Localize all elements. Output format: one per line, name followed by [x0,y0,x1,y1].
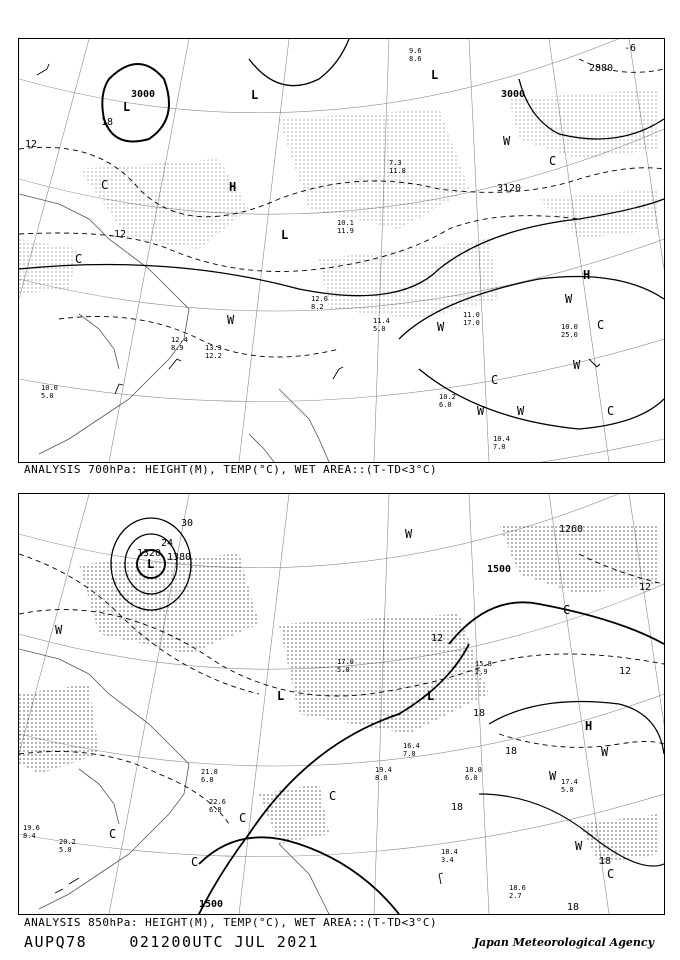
cold-label: C [597,318,605,332]
warm-label: W [437,320,445,334]
svg-text:10.1: 10.1 [337,219,354,227]
svg-text:6.8: 6.8 [209,806,222,814]
svg-text:10.2: 10.2 [439,393,456,401]
station-obs [337,219,354,235]
cold-label: C [191,855,199,869]
cold-label: C [101,178,109,192]
svg-text:10.4: 10.4 [493,435,510,443]
svg-text:11.0: 11.0 [463,311,480,319]
warm-label: W [477,404,485,418]
warm-label: W [549,769,557,783]
svg-text:11.8: 11.8 [389,167,406,175]
temp-label: 24 [161,538,174,549]
map-850hpa-svg [19,494,664,914]
svg-text:19.6: 19.6 [23,824,40,832]
station-obs [441,848,458,864]
svg-text:8.6: 8.6 [409,55,422,63]
chart-code: AUPQ78 [24,933,88,951]
svg-text:12.0: 12.0 [311,295,328,303]
svg-text:6.8: 6.8 [201,776,214,784]
temp-label: 12 [619,666,632,677]
svg-text:11.4: 11.4 [373,317,390,325]
temp-label: 12 [114,229,127,240]
svg-text:13.3: 13.3 [205,344,222,352]
low-center-label: L [431,68,439,82]
cold-label: C [607,404,615,418]
wet-areas [19,524,659,864]
cold-label: C [549,154,557,168]
svg-text:3.4: 3.4 [441,856,454,864]
cold-label: C [75,252,83,266]
temp-label: 18 [567,902,580,913]
temp-label: 12 [639,582,652,593]
temp-label: 12 [25,139,38,150]
temp-label: 18 [505,746,518,757]
station-obs [493,435,510,451]
svg-text:7.0: 7.0 [403,750,416,758]
svg-text:11.9: 11.9 [337,227,354,235]
warm-label: W [503,134,511,148]
warm-label: W [573,358,581,372]
low-center-label: L [123,100,131,114]
height-label: 1380 [167,552,192,563]
station-obs-group [41,47,578,451]
svg-text:17.0: 17.0 [337,658,354,666]
height-label: 2880 [589,63,614,74]
station-obs [373,317,390,333]
map-700hpa-svg [19,39,664,462]
station-obs [209,798,226,814]
station-obs [561,778,578,794]
svg-text:17.4: 17.4 [561,778,578,786]
cold-label: C [109,827,117,841]
height-label: 1320 [137,548,162,559]
valid-time: 021200UTC JUL 2021 [129,933,319,951]
height-label: 3120 [497,183,522,194]
map-panel-700hpa [18,38,665,463]
temp-label: 18 [101,117,114,128]
low-center-label: L [147,557,155,571]
warm-label: W [565,292,573,306]
height-label: 1260 [559,524,584,535]
svg-text:18.4: 18.4 [441,848,458,856]
high-center-label: H [583,268,591,282]
cold-label: C [563,603,571,617]
cold-label: C [329,789,337,803]
station-obs [409,47,422,63]
svg-text:6.0: 6.0 [439,401,452,409]
wind-barbs [55,873,443,893]
svg-text:15.8: 15.8 [475,660,492,668]
wet-areas [19,89,659,319]
temp-label: 18 [473,708,486,719]
cold-label: C [607,867,615,881]
low-center-label: L [281,228,289,242]
low-center-label: L [427,689,435,703]
svg-text:5.0: 5.0 [561,786,574,794]
station-obs [463,311,480,327]
svg-text:17.0: 17.0 [463,319,480,327]
station-obs [59,838,76,854]
svg-text:7.0: 7.0 [493,443,506,451]
height-label: 1500 [199,899,224,910]
station-obs [475,660,492,676]
svg-text:25.0: 25.0 [561,331,578,339]
station-obs [439,393,456,409]
temp-label: 18 [451,802,464,813]
map-panel-850hpa [18,493,665,915]
warm-label: W [601,745,609,759]
svg-text:8.2: 8.2 [311,303,324,311]
svg-text:5.0: 5.0 [373,325,386,333]
agency-name: Japan Meteorological Agency [473,936,654,949]
high-center-label: H [585,719,593,733]
warm-label: W [227,313,235,327]
station-obs [403,742,420,758]
high-center-label: H [229,180,237,194]
svg-text:21.8: 21.8 [201,768,218,776]
low-center-label: L [251,88,259,102]
svg-text:18.6: 18.6 [509,884,526,892]
temp-label: 18 [599,856,612,867]
svg-text:12.4: 12.4 [171,336,188,344]
station-obs [41,384,58,400]
svg-text:12.2: 12.2 [205,352,222,360]
svg-text:10.0: 10.0 [41,384,58,392]
svg-text:22.6: 22.6 [209,798,226,806]
svg-text:16.4: 16.4 [403,742,420,750]
svg-text:2.9: 2.9 [475,668,488,676]
height-label: 1500 [487,564,512,575]
station-obs [205,344,222,360]
low-center-label: L [277,689,285,703]
station-obs [171,336,188,352]
svg-text:19.4: 19.4 [375,766,392,774]
height-label: 3000 [131,89,156,100]
caption-700hpa: ANALYSIS 700hPa: HEIGHT(M), TEMP(°C), WET AREA::(T-TD<3°C) [24,463,438,476]
station-obs [201,768,218,784]
svg-text:8.4: 8.4 [23,832,36,840]
caption-850hpa: ANALYSIS 850hPa: HEIGHT(M), TEMP(°C), WET AREA::(T-TD<3°C) [24,916,438,929]
station-obs [375,766,392,782]
warm-label: W [405,527,413,541]
cold-label: C [491,373,499,387]
temp-label: 30 [181,518,194,529]
cold-label: C [239,811,247,825]
station-obs [561,323,578,339]
svg-text:8.0: 8.0 [375,774,388,782]
svg-text:18.0: 18.0 [465,766,482,774]
warm-label: W [517,404,525,418]
svg-text:5.0: 5.0 [59,846,72,854]
svg-text:5.0: 5.0 [337,666,350,674]
svg-text:9.6: 9.6 [409,47,422,55]
station-obs [465,766,482,782]
chart-id-and-time [24,933,319,951]
warm-label: W [55,623,63,637]
station-obs [311,295,328,311]
svg-text:6.0: 6.0 [465,774,478,782]
svg-text:7.3: 7.3 [389,159,402,167]
height-label: 3000 [501,89,526,100]
svg-text:2.7: 2.7 [509,892,522,900]
temp-label: -6 [624,43,637,54]
svg-text:10.0: 10.0 [561,323,578,331]
svg-text:8.9: 8.9 [171,344,184,352]
warm-label: W [575,839,583,853]
svg-text:5.0: 5.0 [41,392,54,400]
temp-label: 12 [431,633,444,644]
station-obs [509,884,526,900]
svg-text:20.2: 20.2 [59,838,76,846]
